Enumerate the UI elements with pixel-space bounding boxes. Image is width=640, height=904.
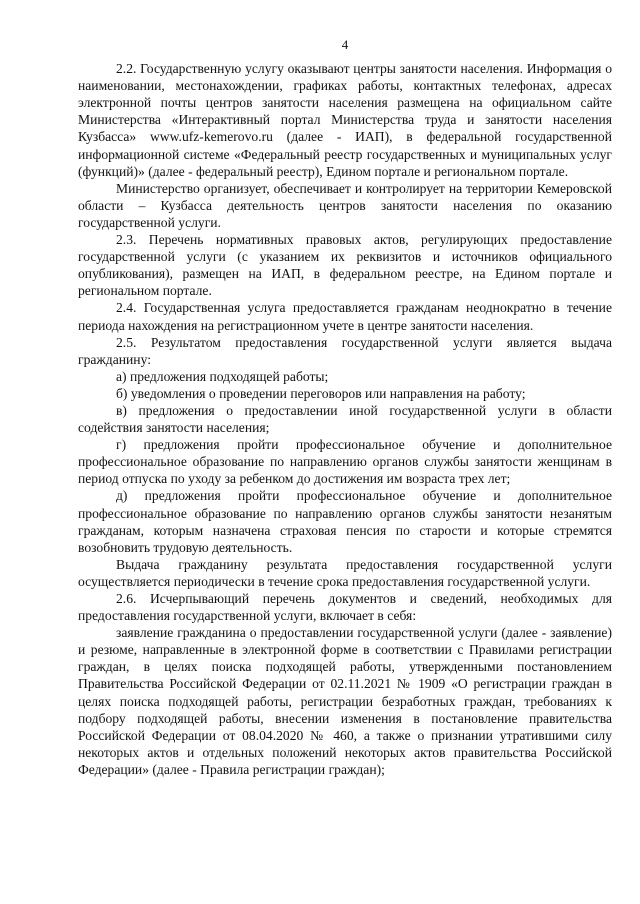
list-item-v: в) предложения о предоставлении иной государственной услуги в области содействия занятости населения; <box>78 402 612 436</box>
paragraph-2-4: 2.4. Государственная услуга предоставляется гражданам неоднократно в течение периода нахождения на регистрационном учете в центре занятости населения. <box>78 300 612 333</box>
document-page <box>78 36 612 778</box>
paragraph-2-5: 2.5. Результатом предоставления государственной услуги является выдача гражданину: <box>78 334 612 367</box>
paragraph-2-2: 2.2. Государственную услугу оказывают центры занятости населения. Информация о наименовании, местонахождении, графиках работы, контактных телефонах, адресах электронной почты центров занятости населения размещена на официальном сайте Министерства «Интерактивный портал Министерства труда и занятости населения Кузбасса» www.ufz-kemerovo.ru (далее - ИАП), в федеральной государственной информационной системе «Федеральный реестр государственных и муниципальных услуг (функций)» (далее - федеральный реестр), Едином портале и региональном портале. <box>78 61 612 179</box>
list-item-d: д) предложения пройти профессиональное обучение и дополнительное профессиональное образование по направлению органов службы занятости незанятым гражданам, которым назначена страховая пенсия по старости и которые стремятся возобновить трудовую деятельность. <box>78 488 612 555</box>
page-number: 4 <box>341 37 349 52</box>
list-item-a: а) предложения подходящей работы; <box>116 368 329 384</box>
paragraph-2-3: 2.3. Перечень нормативных правовых актов, регулирующих предоставление государственной услуги (с указанием их реквизитов и источников официального опубликования), размещен на ИАП, в федеральном реестре, на Едином портале и региональном портале. <box>78 232 612 299</box>
paragraph-2-6: 2.6. Исчерпывающий перечень документов и сведений, необходимых для предоставления государственной услуги, включает в себя: <box>78 591 612 624</box>
list-item-g: г) предложения пройти профессиональное обучение и дополнительное профессиональное образование по направлению органов службы занятости женщинам в период отпуска по уходу за ребенком до достижения им возраста трех лет; <box>78 437 612 487</box>
paragraph-result-issuance: Выдача гражданину результата предоставления государственной услуги осуществляется периодически в течение срока предоставления государственной услуги. <box>78 556 612 589</box>
paragraph-ministry: Министерство организует, обеспечивает и контролирует на территории Кемеровской области – Кузбасса деятельность центров занятости населения по оказанию государственной услуги. <box>78 180 612 230</box>
list-item-b: б) уведомления о проведении переговоров или направления на работу; <box>116 385 526 401</box>
paragraph-application: заявление гражданина о предоставлении государственной услуги (далее - заявление) и резюме, направленные в электронной форме в соответствии с Правилами регистрации граждан, в целях поиска подходящей работы, утвержденными постановлением Правительства Российской Федерации от 02.11.2021 № 1909 «О регистрации граждан в целях поиска подходящей работы, регистрации безработных граждан, требованиях к подбору подходящей работы, внесении изменения в постановление правительства Российской Федерации от 08.04.2020 № 460, а также о признании утратившими силу некоторых актов и отдельных положений некоторых актов правительства Российской Федерации» (далее - Правила регистрации граждан); <box>78 625 612 777</box>
